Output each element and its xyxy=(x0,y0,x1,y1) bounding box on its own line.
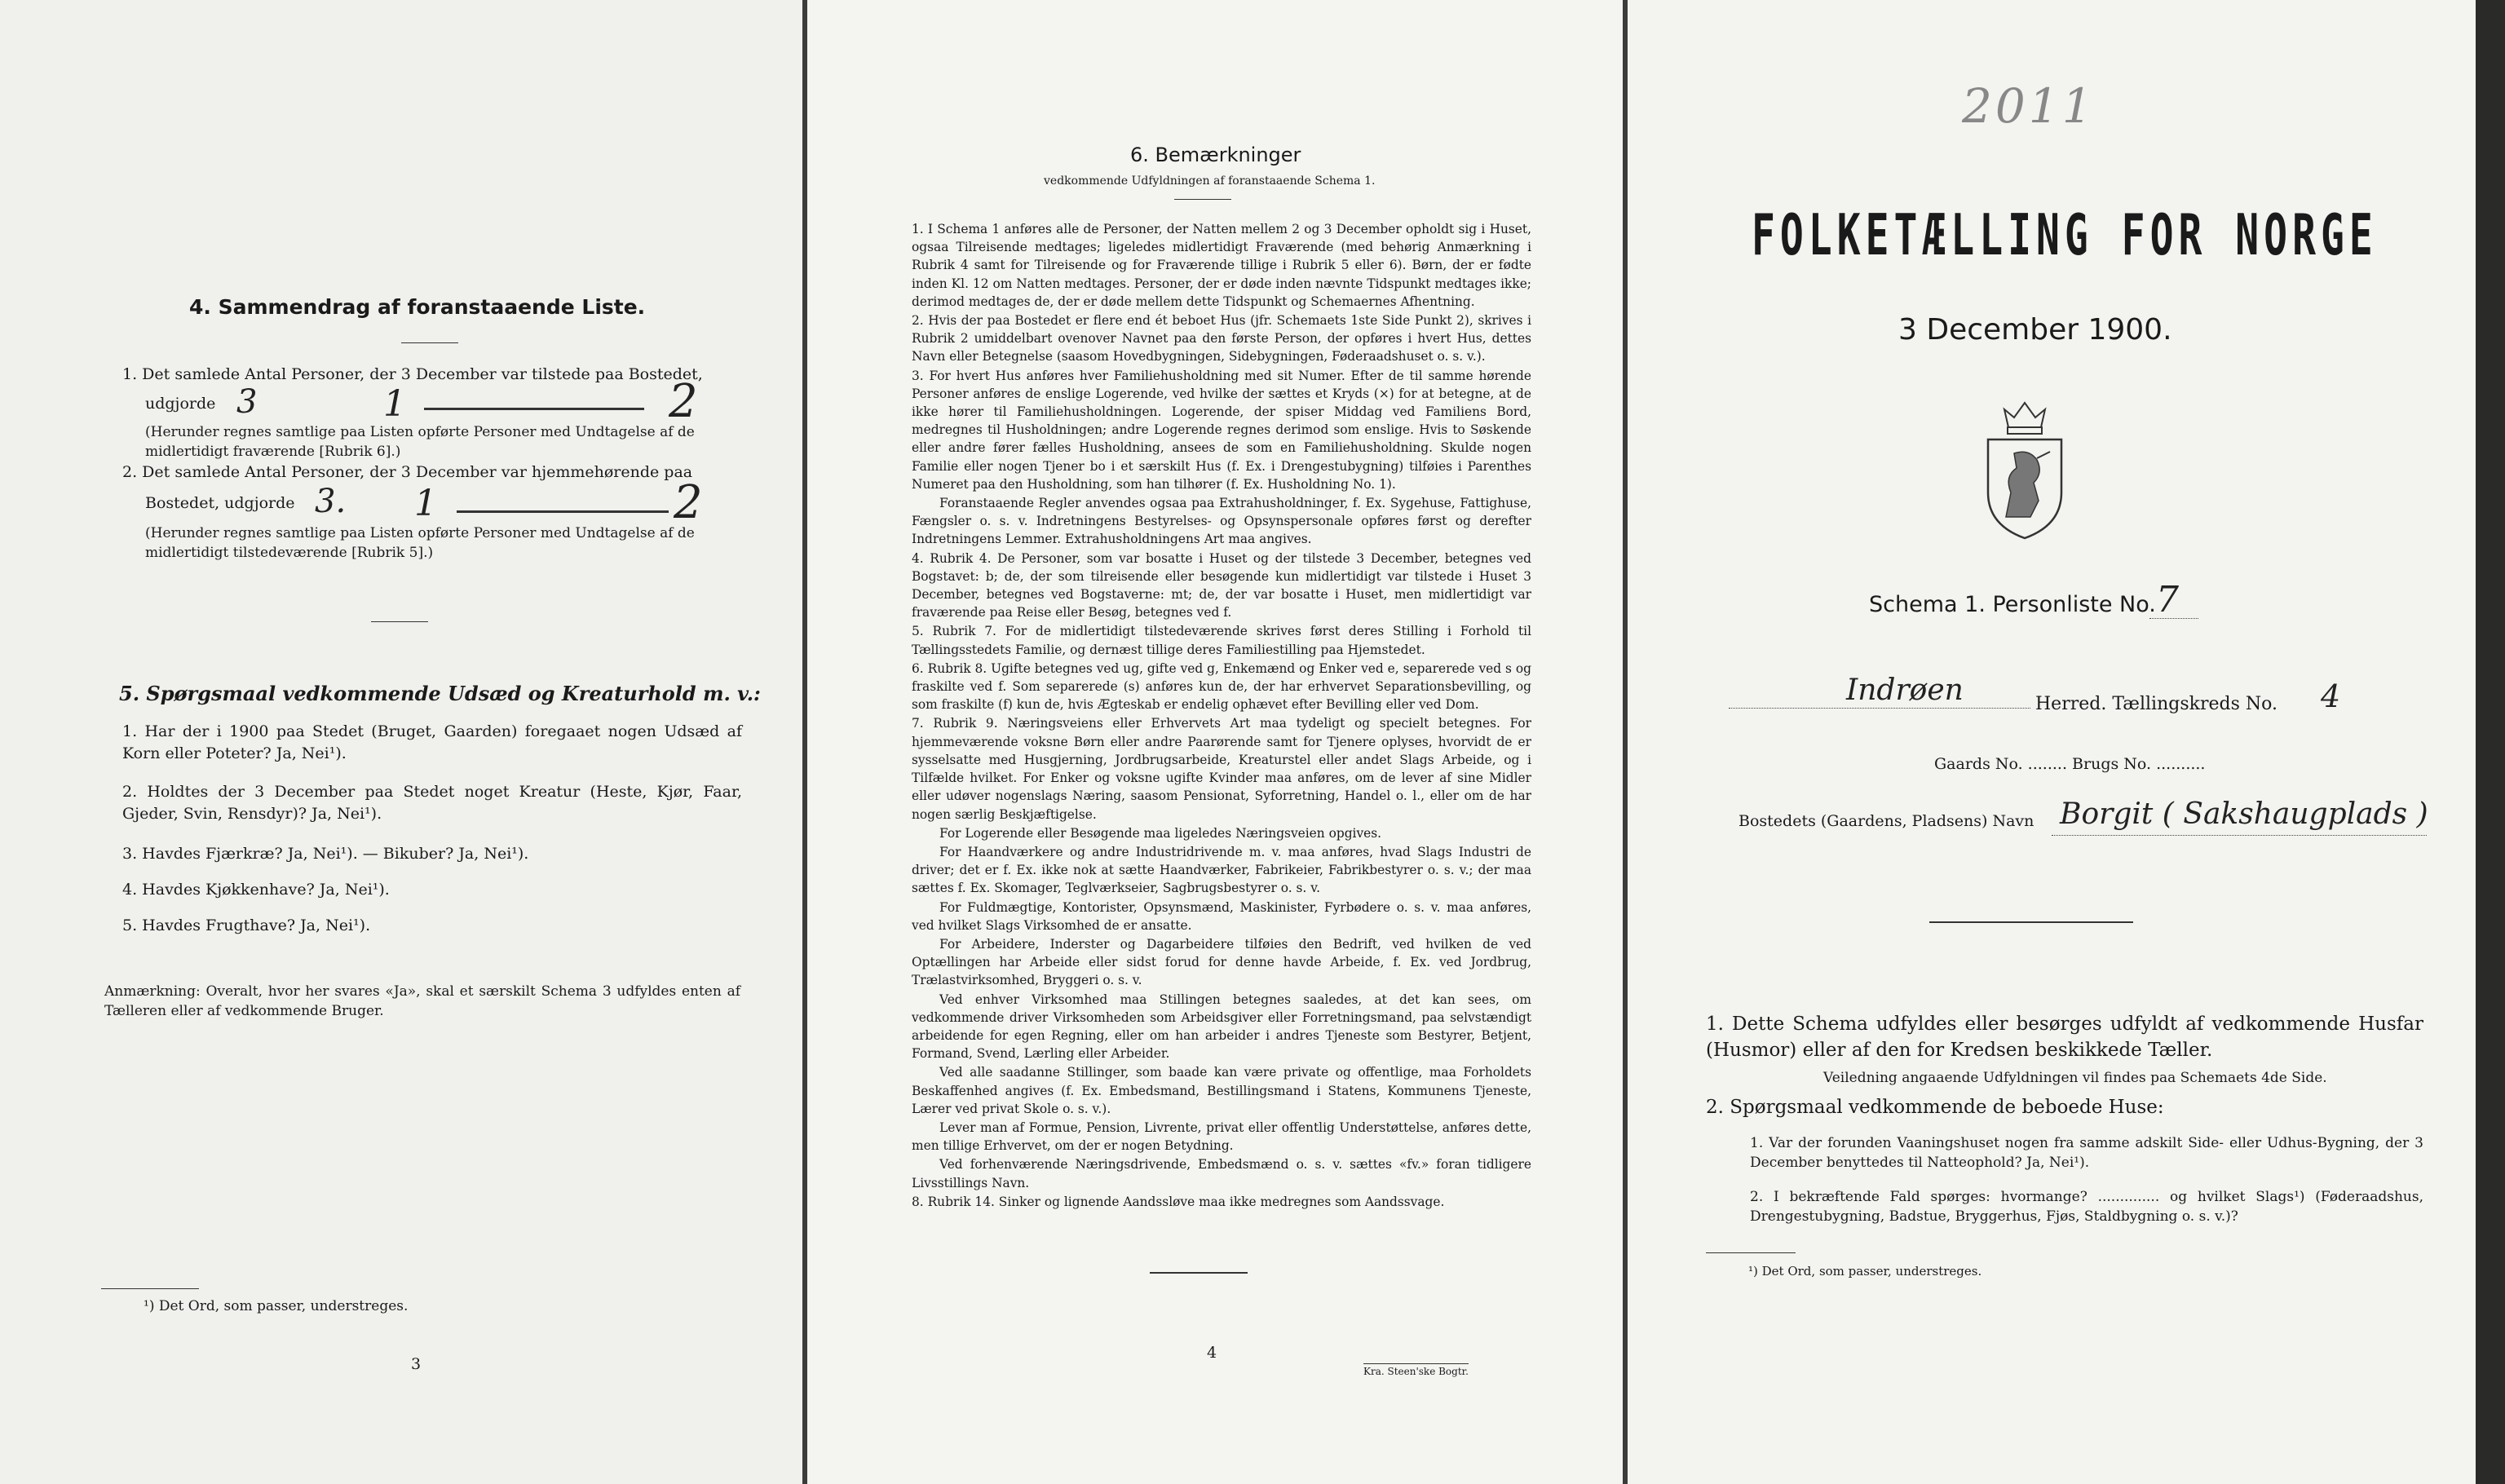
item-1-note: (Herunder regnes samtlige paa Listen opførte Personer med Undtagelse af de midlertidigt fraværende [Rubrik 6].) xyxy=(145,424,695,460)
herred-label: Herred. Tællingskreds No. xyxy=(2035,694,2277,714)
item-2-note: (Herunder regnes samtlige paa Listen opførte Personer med Undtagelse af de midlertidigt tilstedeværende [Rubrik 5].) xyxy=(145,525,695,561)
footnote: ¹) Det Ord, som passer, understreges. xyxy=(1748,1264,1982,1279)
remark-paragraph: 8. Rubrik 14. Sinker og lignende Aandssløve maa ikke medregnes som Aandssvage. xyxy=(912,1194,1445,1209)
handwritten-resident-total: 2 xyxy=(674,476,703,529)
remark-paragraph: Ved forhenværende Næringsdrivende, Embedsmænd o. s. v. sættes «fv.» foran tidligere Livsstillings Navn. xyxy=(912,1157,1531,1190)
bosted-blank xyxy=(2052,835,2427,836)
census-title: FOLKETÆLLING FOR NORGE xyxy=(1752,202,2378,269)
remark-paragraph: For Logerende eller Besøgende maa ligeledes Næringsveien opgives. xyxy=(939,825,1382,841)
question-3: 3. Havdes Fjærkræ? Ja, Nei¹). — Bikuber? Ja, Nei¹). xyxy=(122,845,529,863)
item-2-line-a: 2. Det samlede Antal Personer, der 3 December var hjemmehørende paa xyxy=(122,463,693,481)
item-1-line-a: 1. Det samlede Antal Personer, der 3 December var tilstede paa Bostedet, xyxy=(122,365,703,383)
page-number: 3 xyxy=(411,1355,422,1373)
item-1-label: udgjorde xyxy=(145,395,216,413)
herred-name: Indrøen xyxy=(1846,674,1964,707)
remark-paragraph: 4. Rubrik 4. De Personer, som var bosatte i Huset og der tilstede 3 December, betegnes ved Bogstavet: b; de, der som tilreisende eller besøgende kun midlertidigt var tilstede i Huset 3 December, betegnes ved Bogstaverne: mt; de, der var bosatte i Huset, men midlertidigt var fraværende paa Reise eller Besøg, betegnes ved f. xyxy=(912,550,1531,621)
divider xyxy=(371,621,428,622)
page-edge xyxy=(2476,0,2505,1484)
ornament-divider xyxy=(1929,921,2133,923)
bosted-name: Borgit ( Sakshaugplads ) xyxy=(2060,797,2428,831)
herred-blank xyxy=(1729,708,2030,709)
personliste-blank xyxy=(2149,618,2198,619)
middle-page xyxy=(807,0,1623,1484)
annotation-note: Anmærkning: Overalt, hvor her svares «Ja», skal et særskilt Schema 3 udfyldes enten af Tælleren eller af vedkommende Bruger. xyxy=(104,983,740,1019)
coat-of-arms-icon xyxy=(1980,395,2070,541)
handwritten-resident-count: 3. xyxy=(315,483,347,520)
question-4: 4. Havdes Kjøkkenhave? Ja, Nei¹). xyxy=(122,881,390,899)
instruction-2-question-2: 2. I bekræftende Fald spørges: hvormange? .............. og hvilket Slags¹) (Føderaadshus, Drengestubygning, Badstue, Bryggerhus, Fjøs, Staldbygning o. s. v.)? xyxy=(1750,1189,2423,1225)
handwritten-present-total: 2 xyxy=(669,375,698,428)
remarks-subtitle: vedkommende Udfyldningen af foranstaaende Schema 1. xyxy=(1044,174,1376,188)
right-page xyxy=(1628,0,2476,1484)
handwritten-present-count-2: 1 xyxy=(383,383,406,425)
taellingskreds-number: 4 xyxy=(2321,678,2341,714)
page-number: 4 xyxy=(1207,1344,1217,1362)
remark-paragraph: 2. Hvis der paa Bostedet er flere end ét beboet Hus (jfr. Schemaets 1ste Side Punkt 2), skrives i Rubrik 2 umiddelbart ovenover Navnet paa den første Person, der opføres i hvert Hus, dettes Navn eller Betegnelse (saasom Hovedbygningen, Sidebygningen, Føderaadshuset o. s. v.). xyxy=(912,313,1531,364)
question-1: 1. Har der i 1900 paa Stedet (Bruget, Gaarden) foregaaet nogen Udsæd af Korn eller Poteter? Ja, Nei¹). xyxy=(122,722,742,762)
handwritten-resident-count-2: 1 xyxy=(414,483,437,524)
remark-paragraph: For Haandværkere og andre Industridrivende m. v. maa anføres, hvad Slags Industri de driver; det er f. Ex. ikke nok at sætte Haandværker, Fabrikeier, Fabrikbestyrer o. s. v.; der maa sættes f. Ex. Skomager, Teglværkseier, Sagbrugsbestyrer o. s. v. xyxy=(912,844,1531,896)
gaards-brugs-label: Gaards No. ........ Brugs No. .......... xyxy=(1934,755,2206,773)
personliste-number: 7 xyxy=(2156,579,2179,621)
instruction-2-question-1: 1. Var der forunden Vaaningshuset nogen fra samme adskilt Side- eller Udhus-Bygning, der 3 December benyttedes til Natteophold? Ja, Nei¹). xyxy=(1750,1135,2423,1171)
remark-paragraph: Ved alle saadanne Stillinger, som baade kan være private og offentlige, maa Forholdets Beskaffenhed angives (f. Ex. Embedsmand, Bestillingsmand i Statens, Kommunens Tjeneste, Lærer ved privat Skole o. s. v.). xyxy=(912,1065,1531,1116)
remarks-title: 6. Bemærkninger xyxy=(1130,144,1301,166)
section-5-title: 5. Spørgsmaal vedkommende Udsæd og Kreaturhold m. v.: xyxy=(119,682,761,705)
remark-paragraph: Lever man af Formue, Pension, Livrente, privat eller offentlig Understøttelse, anføres dette, men tillige Erhvervet, om der er nogen Betydning. xyxy=(912,1120,1531,1154)
remarks-body xyxy=(912,220,1531,1212)
remark-paragraph: 1. I Schema 1 anføres alle de Personer, der Natten mellem 2 og 3 December opholdt sig i Huset, ogsaa Tilreisende medtages; ligeledes midlertidigt Fraværende (med behørig Anmærkning i Rubrik 4 samt for Tilreisende og for Fraværende tillige i Rubrik 5 eller 6). Børn, der er fødte inden Kl. 12 om Natten medtages. Personer, der er døde inden nævnte Tidspunkt medtages ikke; derimod medtages de, der er døde mellem dette Tidspunkt og Schemaernes Afhentning. xyxy=(912,222,1531,309)
handwritten-present-count: 3 xyxy=(236,383,258,421)
schema-label: Schema 1. Personliste No. xyxy=(1869,592,2156,617)
question-5: 5. Havdes Frugthave? Ja, Nei¹). xyxy=(122,916,371,934)
remark-paragraph: 7. Rubrik 9. Næringsveiens eller Erhvervets Art maa tydeligt og specielt betegnes. For hjemmeværende voksne Børn eller andre Paarørende samt for Tjenere oplyses, hvorvidt de er sysselsatte med Husgjerning, Jordbrugsarbeide, Kreaturstel eller andet Slags Arbeide, og i Tilfælde hvilket. For Enker og voksne ugifte Kvinder maa anføres, om de lever af sine Midler eller udøver nogenslags Næring, saasom Pensionat, Syforretning, Handel o. l., eller om de har nogen særlig Beskjæftigelse. xyxy=(912,716,1531,822)
footnote-rule xyxy=(101,1288,199,1289)
census-date: 3 December 1900. xyxy=(1898,313,2172,347)
divider xyxy=(401,342,458,343)
left-page xyxy=(0,0,802,1484)
divider xyxy=(1174,199,1231,200)
printer-mark: Kra. Steen'ske Bogtr. xyxy=(1363,1363,1469,1377)
instruction-1: 1. Dette Schema udfyldes eller besørges udfyldt af vedkommende Husfar (Husmor) eller af den for Kredsen beskikkede Tæller. xyxy=(1706,1014,2423,1061)
footnote: ¹) Det Ord, som passer, understreges. xyxy=(144,1298,409,1314)
handwritten-stroke xyxy=(424,408,644,410)
remark-paragraph: Ved enhver Virksomhed maa Stillingen betegnes saaledes, at det kan sees, om vedkommende driver Virksomheden som Arbeidsgiver eller Forretningsmand, paa selvstændigt arbeidende for egen Regning, eller om han arbeider i andres Tjeneste som Bestyrer, Betjent, Formand, Svend, Lærling eller Arbeider. xyxy=(912,992,1531,1062)
bosted-label: Bostedets (Gaardens, Pladsens) Navn xyxy=(1738,812,2034,830)
remark-paragraph: 5. Rubrik 7. For de midlertidigt tilstedeværende skrives først deres Stilling i Forhold til Tællingsstedets Familie, og dernæst tillige deres Familiestilling paa Hjemstedet. xyxy=(912,624,1531,657)
remark-paragraph: For Fuldmægtige, Kontorister, Opsynsmænd, Maskinister, Fyrbødere o. s. v. maa anføres, ved hvilket Slags Virksomhed de er ansatte. xyxy=(912,899,1531,933)
handwritten-stroke xyxy=(457,510,669,513)
instruction-2: 2. Spørgsmaal vedkommende de beboede Huse: xyxy=(1706,1097,2164,1118)
divider xyxy=(1150,1272,1248,1274)
archive-number: 2011 xyxy=(1962,78,2096,134)
footnote-rule xyxy=(1706,1252,1796,1253)
item-2-label: Bostedet, udgjorde xyxy=(145,494,295,512)
remark-paragraph: For Arbeidere, Inderster og Dagarbeidere tilføies den Bedrift, ved hvilken de ved Optællingen har Arbeide eller sidst forud for denne havde Arbeide, f. Ex. ved Jordbrug, Trælastvirksomhed, Bryggeri o. s. v. xyxy=(912,936,1531,988)
remark-paragraph: Foranstaaende Regler anvendes ogsaa paa Extrahusholdninger, f. Ex. Sygehuse, Fattighuse, Fængsler o. s. v. Indretningens Bestyrelses- og Opsynspersonale opføres først og derefter Indretningens Lemmer. Extrahusholdningens Art maa angives. xyxy=(912,496,1531,547)
section-4-title: 4. Sammendrag af foranstaaende Liste. xyxy=(189,295,646,319)
question-2: 2. Holdtes der 3 December paa Stedet noget Kreatur (Heste, Kjør, Faar, Gjeder, Svin, Rensdyr)? Ja, Nei¹). xyxy=(122,783,742,823)
remark-paragraph: 3. For hvert Hus anføres hver Familiehusholdning med sit Numer. Efter de til samme hørende Personer anføres de enslige Logerende, ved hvilke der sættes et Kryds (×) for at betegne, at de ikke hører til Familiehusholdningen. Logerende, der spiser Middag ved Familiens Bord, medregnes til Husholdningen; andre Logerende regnes derimod som enslige. Hvis to Søskende eller andre fører fælles Husholdning, ansees de som en Familiehusholdning. Skulde nogen Familie eller nogen Tjener bo i et særskilt Hus (f. Ex. i Drengestubygning) tilføies i Parenthes Numeret paa den Husholdning, som han tilhører (f. Ex. Husholdning No. 1). xyxy=(912,368,1531,492)
instruction-1-guide: Veiledning angaaende Udfyldningen vil findes paa Schemaets 4de Side. xyxy=(1823,1070,2327,1086)
remark-paragraph: 6. Rubrik 8. Ugifte betegnes ved ug, gifte ved g, Enkemænd og Enker ved e, separerede ved s og fraskilte ved f. Som separerede (s) anføres kun de, der har erhvervet Separationsbevilling, og som fraskilte (f) kun de, hvis Ægteskab er endelig ophævet efter Bevilling eller ved Dom. xyxy=(912,660,1531,713)
